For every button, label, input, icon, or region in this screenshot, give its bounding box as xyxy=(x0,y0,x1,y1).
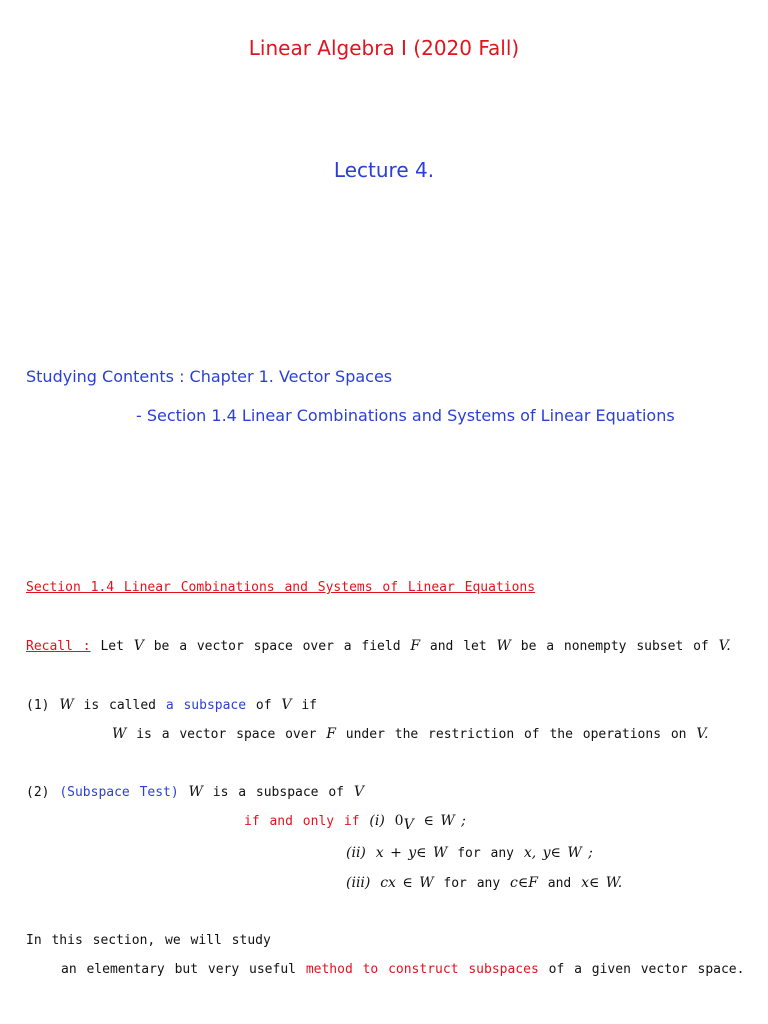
item-1-text-2: of xyxy=(255,698,272,713)
item-2-c2-expr: x + y∈ W xyxy=(375,845,448,861)
item-2-text-1: is a subspace of xyxy=(212,785,344,800)
item-2-c1-zero: $0_V$ xyxy=(394,813,414,833)
closing-post: of a given vector space. xyxy=(548,962,745,977)
item-1-line-1 xyxy=(26,697,317,713)
item-2-iff: if and only if xyxy=(244,814,360,829)
item-2-c2-label: (ii) xyxy=(346,845,366,861)
item-2-highlight: (Subspace Test) xyxy=(59,785,179,800)
item-2-line-1 xyxy=(26,784,364,800)
contents-line-1: Studying Contents : Chapter 1. Vector Spaces xyxy=(26,367,393,386)
recall-line xyxy=(26,638,731,654)
item-2-c1-rest: ∈ W ; xyxy=(423,813,466,829)
item-2-var-v: V xyxy=(353,784,364,800)
item-2-c3-and: and xyxy=(547,876,572,891)
item-1-line-2-text-1: is a vector space over xyxy=(136,727,317,742)
item-1-line-2-text-2: under the restriction of the operations on xyxy=(345,727,687,742)
item-1-text-1: is called xyxy=(83,698,156,713)
item-1-var-w: W xyxy=(59,697,74,713)
closing-line-1: In this section, we will study xyxy=(26,933,271,948)
recall-text-2: be a vector space over a field xyxy=(153,639,401,654)
item-1-line-2 xyxy=(112,726,708,742)
item-2-c3-end: x∈ W. xyxy=(581,875,623,891)
item-2-c3-text: for any xyxy=(443,876,501,891)
item-2-c1-label: (i) xyxy=(369,813,385,829)
item-2-c3-label: (iii) xyxy=(346,875,371,891)
item-1-highlight: a subspace xyxy=(165,698,247,713)
recall-var-w: W xyxy=(496,638,511,654)
item-2-condition-1 xyxy=(244,813,466,833)
item-2-condition-3 xyxy=(346,875,622,891)
item-2-condition-2 xyxy=(346,845,593,861)
contents-line-2: - Section 1.4 Linear Combinations and Systems of Linear Equations xyxy=(136,406,675,425)
recall-var-v2: V. xyxy=(718,638,731,654)
item-2-number: (2) xyxy=(26,785,50,800)
lecture-title: Lecture 4. xyxy=(333,158,435,182)
recall-label: Recall : xyxy=(26,639,91,654)
item-2-c2-text: for any xyxy=(457,846,514,861)
recall-text-3: and let xyxy=(429,639,487,654)
closing-pre: an elementary but very useful xyxy=(61,962,296,977)
item-1-number: (1) xyxy=(26,698,50,713)
item-1-line-2-var-v: V. xyxy=(696,726,709,742)
item-2-var-w: W xyxy=(188,784,203,800)
recall-var-f: F xyxy=(410,638,421,654)
course-title: Linear Algebra I (2020 Fall) xyxy=(248,36,520,60)
closing-line-2 xyxy=(61,962,744,977)
item-2-c3-vars: c∈F xyxy=(510,875,538,891)
closing-highlight: method to construct subspaces xyxy=(305,962,539,977)
section-heading: Section 1.4 Linear Combinations and Systems of Linear Equations xyxy=(26,580,536,595)
item-2-c2-vars: x, y∈ W ; xyxy=(523,845,593,861)
item-1-text-3: if xyxy=(301,698,318,713)
item-1-var-v: V xyxy=(281,697,292,713)
item-2-c3-expr: cx ∈ W xyxy=(380,875,434,891)
recall-text-1: Let xyxy=(100,639,124,654)
recall-var-v: V xyxy=(133,638,144,654)
recall-text-4: be a nonempty subset of xyxy=(520,639,709,654)
item-1-line-2-var-w: W xyxy=(112,726,127,742)
item-1-line-2-var-f: F xyxy=(326,726,336,742)
